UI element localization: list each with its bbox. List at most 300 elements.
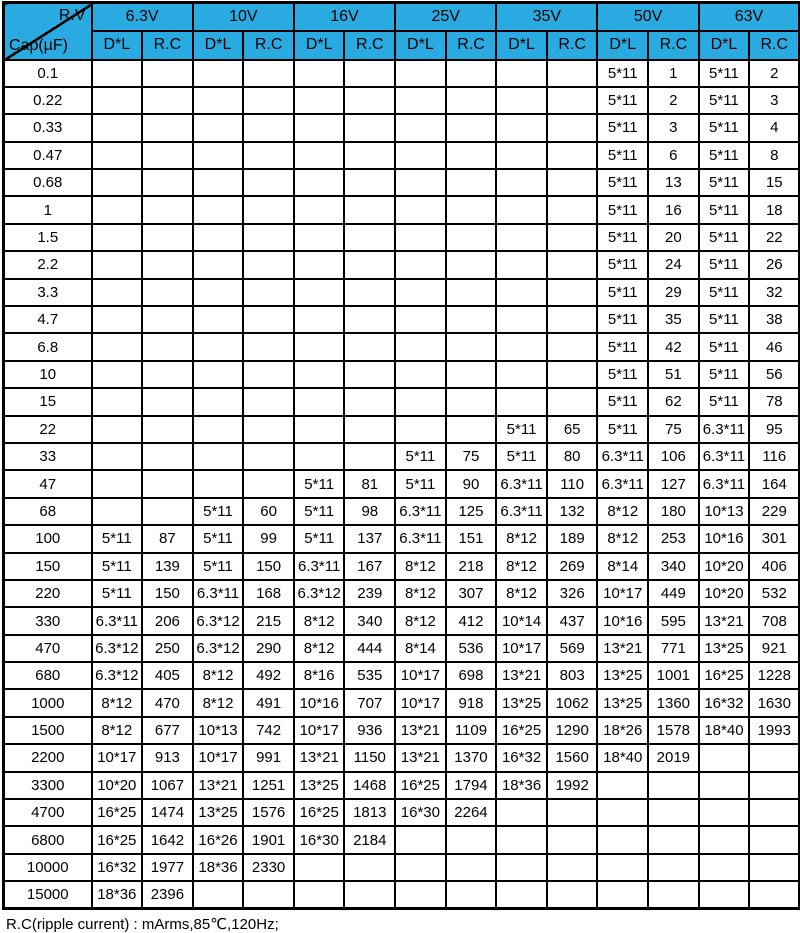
rc-cell	[142, 251, 193, 278]
dl-cell	[496, 333, 547, 360]
dl-cell: 8*12	[496, 553, 547, 580]
rc-cell: 1474	[142, 799, 193, 826]
rc-cell	[344, 114, 395, 141]
voltage-header-50v: 50V	[597, 3, 698, 31]
rc-cell: 340	[648, 553, 699, 580]
dl-cell: 6.3*12	[193, 607, 244, 634]
dl-cell	[294, 443, 345, 470]
dl-cell	[395, 60, 446, 87]
rc-cell	[142, 416, 193, 443]
rc-cell: 405	[142, 662, 193, 689]
dl-cell: 8*12	[395, 607, 446, 634]
dl-subheader-16v: D*L	[294, 31, 345, 60]
rc-cell: 65	[547, 416, 598, 443]
dl-cell	[496, 279, 547, 306]
dl-cell	[92, 306, 143, 333]
rc-cell	[243, 333, 294, 360]
table-row-cap-10	[4, 361, 800, 388]
dl-cell: 6.3*11	[597, 443, 648, 470]
dl-cell	[193, 333, 244, 360]
dl-cell: 6.3*11	[699, 416, 750, 443]
dl-cell: 8*12	[294, 607, 345, 634]
dl-cell: 13*21	[699, 607, 750, 634]
rc-cell	[344, 60, 395, 87]
table-row-cap-2.2	[4, 251, 800, 278]
dl-cell	[496, 881, 547, 908]
dl-cell: 6.3*11	[395, 498, 446, 525]
dl-cell: 18*26	[597, 717, 648, 744]
rc-cell: 913	[142, 744, 193, 771]
cap-value-cell: 2200	[4, 744, 92, 771]
dl-cell: 13*21	[496, 662, 547, 689]
voltage-header-25v: 25V	[395, 3, 496, 31]
rc-cell	[547, 196, 598, 223]
dl-cell	[294, 881, 345, 908]
dl-subheader-6.3v: D*L	[92, 31, 143, 60]
voltage-header-10v: 10V	[193, 3, 294, 31]
rc-subheader-63v: R.C	[749, 31, 800, 60]
rc-cell: 125	[446, 498, 497, 525]
dl-cell: 5*11	[294, 498, 345, 525]
rc-cell: 991	[243, 744, 294, 771]
rc-cell: 2	[749, 60, 800, 87]
dl-cell	[193, 60, 244, 87]
dl-cell: 5*11	[395, 470, 446, 497]
rc-cell: 78	[749, 388, 800, 415]
rc-cell: 6	[648, 142, 699, 169]
dl-cell	[92, 279, 143, 306]
rc-cell: 16	[648, 196, 699, 223]
dl-cell: 10*16	[294, 689, 345, 716]
cap-value-cell: 10	[4, 361, 92, 388]
dl-cell: 5*11	[699, 60, 750, 87]
dl-cell: 16*30	[395, 799, 446, 826]
dl-cell	[597, 826, 648, 853]
dl-cell	[294, 416, 345, 443]
dl-subheader-10v: D*L	[193, 31, 244, 60]
dl-cell	[193, 251, 244, 278]
dl-cell: 6.3*11	[92, 607, 143, 634]
rc-cell	[142, 443, 193, 470]
dl-cell: 6.3*12	[193, 635, 244, 662]
rc-cell	[344, 169, 395, 196]
rc-cell	[344, 224, 395, 251]
dl-cell	[699, 799, 750, 826]
dl-cell	[597, 772, 648, 799]
table-row-cap-470	[4, 635, 800, 662]
dl-cell: 16*32	[496, 744, 547, 771]
dl-cell: 10*17	[395, 662, 446, 689]
dl-cell: 5*11	[597, 388, 648, 415]
rc-cell	[446, 279, 497, 306]
header-voltage-row	[4, 3, 800, 31]
dl-cell	[92, 87, 143, 114]
rc-cell: 51	[648, 361, 699, 388]
rc-cell: 168	[243, 580, 294, 607]
dl-cell	[597, 854, 648, 881]
rc-cell: 1578	[648, 717, 699, 744]
rc-cell	[142, 224, 193, 251]
table-row-cap-10000	[4, 854, 800, 881]
dl-cell: 10*16	[597, 607, 648, 634]
rc-cell: 1062	[547, 689, 598, 716]
rc-subheader-35v: R.C	[547, 31, 598, 60]
dl-cell: 10*13	[699, 498, 750, 525]
rc-cell	[547, 251, 598, 278]
rc-cell: 80	[547, 443, 598, 470]
dl-cell: 5*11	[496, 443, 547, 470]
rc-cell: 189	[547, 525, 598, 552]
rc-cell	[446, 333, 497, 360]
table-row-cap-680	[4, 662, 800, 689]
dl-cell	[193, 87, 244, 114]
dl-cell	[395, 142, 446, 169]
rc-cell: 106	[648, 443, 699, 470]
dl-cell	[193, 114, 244, 141]
cap-value-cell: 0.1	[4, 60, 92, 87]
dl-cell: 5*11	[597, 306, 648, 333]
rc-cell: 3	[648, 114, 699, 141]
rc-cell: 269	[547, 553, 598, 580]
ripple-current-footnote: R.C(ripple current) : mArms,85℃,120Hz;	[6, 916, 279, 933]
dl-cell: 13*25	[699, 635, 750, 662]
dl-cell: 5*11	[597, 333, 648, 360]
rc-cell: 532	[749, 580, 800, 607]
dl-cell	[496, 799, 547, 826]
table-row-cap-100	[4, 525, 800, 552]
rc-cell	[648, 881, 699, 908]
cap-value-cell: 470	[4, 635, 92, 662]
dl-cell: 8*12	[395, 580, 446, 607]
rc-cell	[446, 114, 497, 141]
cap-value-cell: 4.7	[4, 306, 92, 333]
rc-cell: 150	[142, 580, 193, 607]
dl-cell: 16*30	[294, 826, 345, 853]
rc-cell: 1370	[446, 744, 497, 771]
dl-cell: 10*17	[597, 580, 648, 607]
dl-cell	[92, 361, 143, 388]
rc-cell: 137	[344, 525, 395, 552]
table-row-cap-3.3	[4, 279, 800, 306]
rc-cell	[344, 854, 395, 881]
dl-cell: 18*36	[496, 772, 547, 799]
rc-cell: 164	[749, 470, 800, 497]
rc-cell	[243, 224, 294, 251]
dl-cell	[294, 224, 345, 251]
rc-cell: 4	[749, 114, 800, 141]
dl-cell: 16*32	[92, 854, 143, 881]
dl-cell	[92, 470, 143, 497]
table-row-cap-0.22	[4, 87, 800, 114]
dl-cell	[395, 854, 446, 881]
rc-cell	[547, 114, 598, 141]
rc-cell	[142, 498, 193, 525]
rc-cell	[446, 87, 497, 114]
table-row-cap-1500	[4, 717, 800, 744]
cap-value-cell: 100	[4, 525, 92, 552]
cap-value-cell: 33	[4, 443, 92, 470]
dl-subheader-63v: D*L	[699, 31, 750, 60]
rc-cell	[344, 361, 395, 388]
dl-cell: 10*20	[699, 553, 750, 580]
dl-cell: 5*11	[294, 525, 345, 552]
dl-cell	[92, 388, 143, 415]
dl-cell: 5*11	[597, 196, 648, 223]
rc-cell: 301	[749, 525, 800, 552]
rc-cell	[749, 826, 800, 853]
dl-cell	[699, 826, 750, 853]
rc-cell	[446, 196, 497, 223]
dl-cell: 6.3*11	[496, 498, 547, 525]
dl-cell	[496, 224, 547, 251]
cap-value-cell: 3300	[4, 772, 92, 799]
dl-cell: 10*17	[193, 744, 244, 771]
rc-cell	[547, 854, 598, 881]
dl-cell	[496, 114, 547, 141]
rc-cell	[142, 114, 193, 141]
rc-cell: 42	[648, 333, 699, 360]
table-body	[4, 60, 800, 909]
dl-cell	[294, 60, 345, 87]
rc-cell: 95	[749, 416, 800, 443]
table-row-cap-47	[4, 470, 800, 497]
dl-cell	[597, 799, 648, 826]
rc-cell: 1901	[243, 826, 294, 853]
rc-cell: 2396	[142, 881, 193, 908]
voltage-header-16v: 16V	[294, 3, 395, 31]
rc-cell	[648, 799, 699, 826]
cap-value-cell: 0.68	[4, 169, 92, 196]
dl-cell: 5*11	[699, 114, 750, 141]
rc-cell: 1	[648, 60, 699, 87]
rc-cell: 116	[749, 443, 800, 470]
rc-cell: 2019	[648, 744, 699, 771]
rc-cell: 24	[648, 251, 699, 278]
rc-cell	[344, 279, 395, 306]
header-sub-row	[4, 31, 800, 60]
dl-cell: 5*11	[699, 279, 750, 306]
table-row-cap-1	[4, 196, 800, 223]
rc-cell	[243, 361, 294, 388]
rc-cell	[446, 416, 497, 443]
dl-cell: 13*21	[395, 744, 446, 771]
dl-cell	[193, 196, 244, 223]
dl-cell	[294, 279, 345, 306]
rc-cell: 595	[648, 607, 699, 634]
dl-cell: 5*11	[395, 443, 446, 470]
dl-cell: 8*12	[193, 689, 244, 716]
dl-cell: 8*12	[597, 525, 648, 552]
rc-subheader-50v: R.C	[648, 31, 699, 60]
dl-subheader-50v: D*L	[597, 31, 648, 60]
rc-cell: 99	[243, 525, 294, 552]
dl-cell: 18*36	[92, 881, 143, 908]
rc-cell	[446, 306, 497, 333]
cap-value-cell: 3.3	[4, 279, 92, 306]
table-row-cap-6.8	[4, 333, 800, 360]
rc-cell: 491	[243, 689, 294, 716]
rc-cell	[547, 826, 598, 853]
rc-cell: 1630	[749, 689, 800, 716]
dl-cell	[496, 87, 547, 114]
rc-cell: 229	[749, 498, 800, 525]
dl-cell: 6.3*11	[597, 470, 648, 497]
dl-cell: 5*11	[193, 525, 244, 552]
dl-cell	[294, 251, 345, 278]
rc-cell	[547, 388, 598, 415]
rc-cell: 215	[243, 607, 294, 634]
rc-cell: 1977	[142, 854, 193, 881]
dl-cell: 10*17	[92, 744, 143, 771]
rc-cell: 22	[749, 224, 800, 251]
table-header	[4, 3, 800, 60]
rc-cell	[243, 306, 294, 333]
dl-cell: 6.3*11	[294, 553, 345, 580]
table-row-cap-6800	[4, 826, 800, 853]
dl-cell: 8*12	[597, 498, 648, 525]
rc-cell: 1001	[648, 662, 699, 689]
rc-cell	[344, 388, 395, 415]
rc-cell: 81	[344, 470, 395, 497]
dl-cell	[496, 854, 547, 881]
dl-cell	[294, 114, 345, 141]
dl-cell	[395, 114, 446, 141]
dl-cell: 10*17	[496, 635, 547, 662]
cap-value-cell: 6.8	[4, 333, 92, 360]
rc-cell: 921	[749, 635, 800, 662]
dl-cell: 8*12	[294, 635, 345, 662]
rc-cell: 15	[749, 169, 800, 196]
dl-cell: 16*25	[92, 799, 143, 826]
dl-cell	[193, 169, 244, 196]
dl-cell: 10*20	[699, 580, 750, 607]
capacitance-axis-label: Cap(µF)	[9, 36, 68, 54]
dl-cell	[395, 361, 446, 388]
rc-subheader-16v: R.C	[344, 31, 395, 60]
dl-cell	[395, 333, 446, 360]
rc-cell: 1642	[142, 826, 193, 853]
rc-cell: 340	[344, 607, 395, 634]
rc-cell	[243, 251, 294, 278]
dl-cell: 5*11	[699, 196, 750, 223]
rc-cell: 8	[749, 142, 800, 169]
rc-cell: 110	[547, 470, 598, 497]
table-row-cap-4700	[4, 799, 800, 826]
rc-cell: 307	[446, 580, 497, 607]
cap-value-cell: 330	[4, 607, 92, 634]
cap-value-cell: 15000	[4, 881, 92, 908]
rc-subheader-25v: R.C	[446, 31, 497, 60]
dl-cell: 8*12	[395, 553, 446, 580]
rc-cell	[243, 388, 294, 415]
rc-cell	[243, 169, 294, 196]
rc-cell	[547, 279, 598, 306]
rc-cell	[547, 142, 598, 169]
dl-cell	[294, 169, 345, 196]
dl-cell: 6.3*11	[699, 443, 750, 470]
dl-cell	[496, 388, 547, 415]
rc-cell: 936	[344, 717, 395, 744]
rc-cell	[243, 87, 294, 114]
dl-cell	[496, 60, 547, 87]
dl-cell	[699, 744, 750, 771]
dl-cell	[92, 443, 143, 470]
rc-cell	[344, 416, 395, 443]
dl-cell: 10*16	[699, 525, 750, 552]
dl-cell: 8*12	[496, 525, 547, 552]
dl-cell: 13*21	[597, 635, 648, 662]
rc-cell	[142, 388, 193, 415]
dl-cell: 6.3*11	[395, 525, 446, 552]
dl-cell: 5*11	[597, 169, 648, 196]
dl-cell: 16*25	[294, 799, 345, 826]
rc-cell	[547, 87, 598, 114]
rc-cell	[749, 799, 800, 826]
rc-cell: 2264	[446, 799, 497, 826]
rc-cell: 1228	[749, 662, 800, 689]
rc-cell	[243, 60, 294, 87]
rc-cell: 87	[142, 525, 193, 552]
corner-header-cell	[4, 3, 92, 60]
dl-cell: 6.3*11	[699, 470, 750, 497]
rc-cell	[547, 169, 598, 196]
dl-cell	[92, 169, 143, 196]
table-row-cap-1000	[4, 689, 800, 716]
dl-cell	[395, 279, 446, 306]
rc-cell: 698	[446, 662, 497, 689]
dl-cell	[496, 251, 547, 278]
dl-cell: 5*11	[699, 142, 750, 169]
rc-cell: 1067	[142, 772, 193, 799]
rc-cell	[547, 333, 598, 360]
rc-cell: 412	[446, 607, 497, 634]
rc-cell: 26	[749, 251, 800, 278]
table-row-cap-22	[4, 416, 800, 443]
voltage-header-63v: 63V	[699, 3, 800, 31]
rc-cell: 536	[446, 635, 497, 662]
dl-cell: 5*11	[597, 251, 648, 278]
dl-cell	[92, 224, 143, 251]
rc-cell: 75	[446, 443, 497, 470]
dl-cell: 8*16	[294, 662, 345, 689]
dl-cell	[294, 87, 345, 114]
rc-cell	[749, 772, 800, 799]
dl-cell: 8*14	[395, 635, 446, 662]
cap-value-cell: 22	[4, 416, 92, 443]
cap-value-cell: 220	[4, 580, 92, 607]
rc-cell	[446, 142, 497, 169]
rc-cell: 98	[344, 498, 395, 525]
rc-cell: 444	[344, 635, 395, 662]
rc-cell	[344, 196, 395, 223]
rc-cell: 206	[142, 607, 193, 634]
dl-cell	[193, 142, 244, 169]
dl-cell	[193, 416, 244, 443]
rc-cell: 250	[142, 635, 193, 662]
dl-cell: 5*11	[496, 416, 547, 443]
rc-cell: 2	[648, 87, 699, 114]
rc-cell	[446, 826, 497, 853]
rc-cell: 90	[446, 470, 497, 497]
rc-cell: 1993	[749, 717, 800, 744]
dl-cell	[395, 224, 446, 251]
rc-cell: 1251	[243, 772, 294, 799]
rc-cell	[749, 744, 800, 771]
dl-cell: 10*14	[496, 607, 547, 634]
rc-cell: 437	[547, 607, 598, 634]
rc-cell: 180	[648, 498, 699, 525]
dl-cell: 13*21	[294, 744, 345, 771]
